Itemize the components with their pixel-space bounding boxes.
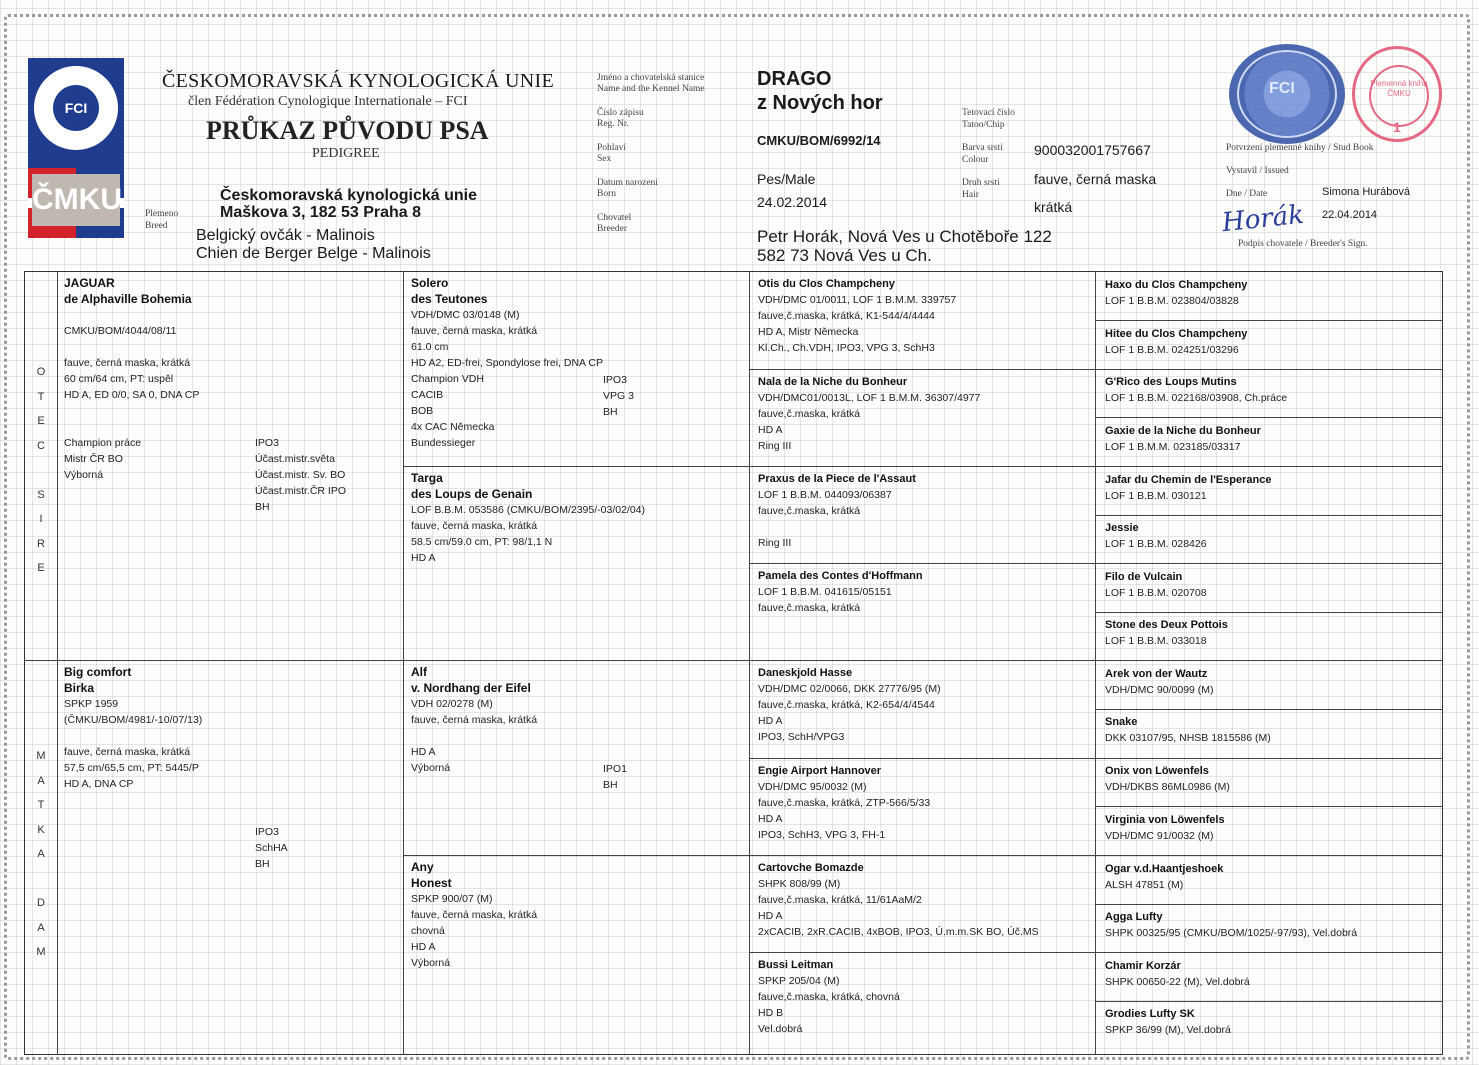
gen3-7-line: SPKP 205/04 (M): [758, 975, 840, 987]
gen4-name: Jessie: [1105, 522, 1139, 534]
label-chip-en: Tatoo/Chip: [962, 120, 1005, 130]
gen2-kennel: des Loups de Genain: [411, 486, 533, 501]
label-reg-en: Reg. Nr.: [597, 119, 629, 129]
gen4-name: Jafar du Chemin de l'Esperance: [1105, 474, 1272, 486]
gen1-sire-line: fauve, černá maska, krátká: [64, 357, 191, 369]
breeder-signature: Horák: [1220, 199, 1306, 239]
gen4-name: Ogar v.d.Haantjeshoek: [1105, 863, 1224, 875]
gen3-6-line: fauve,č.maska, krátká, 11/61AaM/2: [758, 894, 922, 906]
dog-breeder-2: 582 73 Nová Ves u Ch.: [757, 246, 932, 265]
label-studbook: Potvrzení plemenné knihy / Stud Book: [1226, 143, 1374, 153]
gen4-reg: LOF 1 B.B.M. 028426: [1105, 538, 1207, 550]
gen2-0-title-line: VPG 3: [603, 390, 634, 402]
gen3-5-line: IPO3, SchH3, VPG 3, FH-1: [758, 829, 886, 841]
gen1-sire-title-line: Účast.mistr. Sv. BO: [255, 469, 346, 481]
dog-name: DRAGO: [757, 68, 832, 90]
dog-born: 24.02.2014: [757, 194, 828, 210]
side-label-dam: M A T K A D A M: [36, 750, 46, 958]
gen3-6-line: 2xCACIB, 2xR.CACIB, 4xBOB, IPO3, Ú.m.m.SK BO, Úč.MS: [758, 926, 1039, 938]
gen1-dam-name: Big comfort: [64, 665, 132, 679]
gen4-3: [1105, 423, 1435, 455]
gen2-3-line: fauve, černá maska, krátká: [411, 909, 538, 921]
gen3-name: Pamela des Contes d'Hoffmann: [758, 570, 923, 582]
label-born-cz: Datum narození: [597, 178, 658, 188]
gen3-0-line: fauve,č.maska, krátká, K1-544/4/4444: [758, 310, 935, 322]
label-sex-en: Sex: [597, 154, 612, 164]
gen1-sire-title-line: IPO3: [255, 437, 279, 449]
gen2-0: [411, 276, 741, 451]
gen3-1-line: Ring III: [758, 440, 792, 452]
doc-subtitle: PEDIGREE: [312, 146, 380, 161]
gen3-4-line: HD A: [758, 715, 783, 727]
cmku-logo-text: ČMKU: [32, 174, 120, 226]
gen2-1-line: LOF B.B.M. 053586 (CMKU/BOM/2395/-03/02/04): [411, 504, 646, 516]
gen2-2-line: Výborná: [411, 762, 451, 774]
dog-sex: Pes/Male: [757, 171, 816, 187]
gen3-2-line: fauve,č.maska, krátká: [758, 505, 861, 517]
gen4-reg: LOF 1 B.M.M. 023185/03317: [1105, 441, 1241, 453]
gen4-reg: DKK 03107/95, NHSB 1815586 (M): [1105, 732, 1271, 744]
gen2-0-title-line: IPO3: [603, 374, 627, 386]
gen1-sire-line: CMKU/BOM/4044/08/11: [64, 325, 177, 337]
gen3-7-line: Vel.dobrá: [758, 1023, 803, 1035]
gen3-2: [758, 471, 1088, 551]
dog-chip: 900032001757667: [1034, 142, 1151, 158]
gen2-name: Any: [411, 860, 434, 874]
label-breeder-en: Breeder: [597, 224, 628, 234]
gen1-dam-line: [64, 728, 394, 744]
gen4-name: Virginia von Löwenfels: [1105, 814, 1225, 826]
gen4-1: [1105, 326, 1435, 358]
label-signature: Podpis chovatele / Breeder's Sign.: [1238, 239, 1368, 249]
gen3-6: [758, 860, 1088, 940]
gen3-5: [758, 763, 1088, 843]
gen3-0-line: VDH/DMC 01/0011, LOF 1 B.M.M. 339757: [758, 294, 957, 306]
label-issued: Vystavil / Issued: [1226, 166, 1289, 176]
gen4-reg: LOF 1 B.B.M. 023804/03828: [1105, 295, 1239, 307]
gen2-2-line: HD A: [411, 746, 436, 758]
gen1-dam-kennel: Birka: [64, 680, 95, 695]
gen3-3-line: LOF 1 B.B.M. 041615/05151: [758, 586, 892, 598]
dog-reg: CMKU/BOM/6992/14: [757, 133, 881, 148]
label-born-en: Born: [597, 189, 616, 199]
gen2-0-title-line: BH: [603, 406, 618, 418]
label-name-kennel-en: Name and the Kennel Name: [597, 84, 705, 94]
gen1-sire-line: 60 cm/64 cm, PT: uspěl: [64, 373, 174, 385]
gen3-name: Nala de la Niche du Bonheur: [758, 376, 908, 388]
gen2-kennel: v. Nordhang der Eifel: [411, 680, 531, 695]
gen1-sire-title-line: Účast.mistr.světa: [255, 453, 335, 465]
gen4-reg: LOF 1 B.B.M. 024251/03296: [1105, 344, 1239, 356]
gen2-2-line: fauve, černá maska, krátká: [411, 714, 538, 726]
gen4-name: Haxo du Clos Champcheny: [1105, 279, 1248, 291]
gen2-2-line: VDH 02/0278 (M): [411, 698, 493, 710]
gen4-reg: SHPK 00650-22 (M), Vel.dobrá: [1105, 976, 1250, 988]
gen1-dam-line: (ČMKU/BOM/4981/-10/07/13): [64, 714, 203, 726]
gen2-0-line: Bundessieger: [411, 437, 476, 449]
gen3-4-line: fauve,č.maska, krátká, K2-654/4/4544: [758, 699, 935, 711]
gen4-reg: LOF 1 B.B.M. 030121: [1105, 490, 1207, 502]
gen4-reg: SHPK 00325/95 (CMKU/BOM/1025/-97/93), Vel.dobrá: [1105, 927, 1358, 939]
gen3-4-line: VDH/DMC 02/0066, DKK 27776/95 (M): [758, 683, 941, 695]
gen4-name: Hitee du Clos Champcheny: [1105, 328, 1248, 340]
gen2-2: [411, 665, 741, 776]
gen3-2-line: Ring III: [758, 537, 792, 549]
gen2-2-titles: [603, 761, 723, 793]
label-reg-cz: Číslo zápisu: [597, 108, 644, 118]
gen4-name: Grodies Lufty SK: [1105, 1008, 1195, 1020]
gen4-name: Stone des Deux Pottois: [1105, 619, 1228, 631]
gen1-sire-line: HD A, ED 0/0, SA 0, DNA CP: [64, 389, 200, 401]
gen2-3-line: SPKP 900/07 (M): [411, 893, 493, 905]
doc-title: PRŮKAZ PŮVODU PSA: [206, 116, 489, 145]
gen2-kennel: des Teutones: [411, 291, 488, 306]
gen3-name: Cartovche Bomazde: [758, 862, 864, 874]
gen1-dam-titles: [255, 824, 385, 872]
gen1-sire-line: Mistr ČR BO: [64, 453, 123, 465]
gen3-0: [758, 276, 1088, 356]
gen4-13: [1105, 909, 1435, 941]
gen2-1: [411, 471, 741, 566]
gen4-14: [1105, 958, 1435, 990]
gen3-name: Praxus de la Piece de l'Assaut: [758, 473, 916, 485]
gen3-3: [758, 568, 1088, 616]
gen4-2: [1105, 374, 1435, 406]
gen2-0-line: 61.0 cm: [411, 341, 449, 353]
gen4-5: [1105, 520, 1435, 552]
gen2-1-line: fauve, černá maska, krátká: [411, 520, 538, 532]
gen3-7: [758, 957, 1088, 1037]
gen4-15: [1105, 1006, 1435, 1038]
label-name-kennel-cz: Jméno a chovatelská stanice: [597, 73, 705, 83]
gen4-name: Arek von der Wautz: [1105, 668, 1208, 680]
gen2-0-line: HD A2, ED-frei, Spondylose frei, DNA CP: [411, 357, 603, 369]
gen3-2-line: LOF 1 B.B.M. 044093/06387: [758, 489, 892, 501]
gen4-12: [1105, 861, 1435, 893]
gen2-0-line: Champion VDH: [411, 373, 484, 385]
side-label-sire: O T E C S I R E: [36, 366, 46, 574]
gen2-2-title-line: IPO1: [603, 763, 627, 775]
gen4-name: Filo de Vulcain: [1105, 571, 1183, 583]
breed-value-fr: Chien de Berger Belge - Malinois: [196, 245, 431, 262]
gen4-7: [1105, 617, 1435, 649]
gen1-sire-line: [64, 339, 394, 355]
gen1-sire-titles: [255, 435, 385, 515]
gen2-3-line: chovná: [411, 925, 445, 937]
gen4-name: G'Rico des Loups Mutins: [1105, 376, 1237, 388]
gen1-sire-kennel: de Alphaville Bohemia: [64, 291, 192, 306]
studbook-stamp-text: Plemenná kniha ČMKU: [1370, 79, 1428, 98]
dog-breeder-1: Petr Horák, Nová Ves u Chotěboře 122: [757, 227, 1052, 246]
org-member: člen Fédération Cynologique Internationale – FCI: [188, 94, 468, 109]
gen2-0-line: BOB: [411, 405, 434, 417]
fci-stamp: [1229, 44, 1345, 144]
fci-badge: [34, 66, 118, 150]
breed-label-cz: Plemeno: [145, 209, 179, 219]
gen2-0-line: VDH/DMC 03/0148 (M): [411, 309, 520, 321]
gen2-kennel: Honest: [411, 875, 452, 890]
gen1-dam-line: SPKP 1959: [64, 698, 119, 710]
gen1-sire-line: Výborná: [64, 469, 104, 481]
gen2-1-line: HD A: [411, 552, 436, 564]
gen4-reg: LOF 1 B.B.M. 022168/03908, Ch.práce: [1105, 392, 1288, 404]
gen1-dam-title-line: BH: [255, 858, 270, 870]
dog-colour: fauve, černá maska: [1034, 171, 1157, 187]
gen4-name: Chamir Korzár: [1105, 960, 1181, 972]
label-date: Dne / Date: [1226, 189, 1268, 199]
label-hair-en: Hair: [962, 190, 979, 200]
studbook-stamp: [1352, 46, 1442, 142]
gen4-reg: VDH/DMC 90/0099 (M): [1105, 684, 1214, 696]
fci-stamp-text: FCI: [1269, 80, 1295, 97]
fci-logo-text: FCI: [53, 85, 99, 131]
gen4-name: Gaxie de la Niche du Bonheur: [1105, 425, 1261, 437]
gen1-sire-line: Champion práce: [64, 437, 142, 449]
label-hair-cz: Druh srsti: [962, 178, 1000, 188]
label-colour-en: Colour: [962, 155, 989, 165]
gen4-name: Agga Lufty: [1105, 911, 1163, 923]
org-name: ČESKOMORAVSKÁ KYNOLOGICKÁ UNIE: [162, 70, 554, 92]
gen1-sire-line: [64, 419, 394, 435]
gen3-1-line: fauve,č.maska, krátká: [758, 408, 861, 420]
gen3-1-line: VDH/DMC01/0013L, LOF 1 B.M.M. 36307/4977: [758, 392, 981, 404]
gen3-6-line: HD A: [758, 910, 783, 922]
gen2-0-line: 4x CAC Německa: [411, 421, 495, 433]
gen2-3: [411, 860, 741, 971]
gen3-7-line: HD B: [758, 1007, 784, 1019]
org-address-2: Maškova 3, 182 53 Praha 8: [220, 204, 422, 221]
gen1-dam-line: HD A, DNA CP: [64, 778, 134, 790]
gen4-reg: LOF 1 B.B.M. 033018: [1105, 635, 1207, 647]
gen3-7-line: fauve,č.maska, krátká, chovná: [758, 991, 900, 1003]
label-breeder-cz: Chovatel: [597, 213, 632, 223]
gen2-name: Alf: [411, 665, 427, 679]
gen1-sire-line: [64, 403, 394, 419]
gen3-2-line: [758, 519, 1088, 535]
issue-date: 22.04.2014: [1322, 209, 1378, 221]
gen2-name: Targa: [411, 471, 443, 485]
gen3-3-line: fauve,č.maska, krátká: [758, 602, 861, 614]
gen4-9: [1105, 714, 1435, 746]
gen4-11: [1105, 812, 1435, 844]
label-chip-cz: Tetovací číslo: [962, 108, 1015, 118]
gen3-name: Daneskjold Hasse: [758, 667, 853, 679]
gen3-5-line: VDH/DMC 95/0032 (M): [758, 781, 867, 793]
gen3-name: Bussi Leitman: [758, 959, 834, 971]
gen1-sire-title-line: Účast.mistr.ČR IPO: [255, 485, 347, 497]
gen2-2-line: [411, 728, 741, 744]
gen1-sire-line: [64, 307, 394, 323]
gen1-dam-line: 57,5 cm/65,5 cm, PT: 5445/P: [64, 762, 199, 774]
gen3-0-line: Kl.Ch., Ch.VDH, IPO3, VPG 3, SchH3: [758, 342, 935, 354]
gen3-5-line: fauve,č.maska, krátká, ZTP-566/5/33: [758, 797, 931, 809]
gen4-reg: ALSH 47851 (M): [1105, 879, 1184, 891]
gen4-0: [1105, 277, 1435, 309]
gen2-1-line: 58.5 cm/59.0 cm, PT: 98/1,1 N: [411, 536, 553, 548]
studbook-stamp-number: 1: [1393, 119, 1401, 135]
gen4-name: Onix von Löwenfels: [1105, 765, 1209, 777]
gen3-1: [758, 374, 1088, 454]
breed-label-en: Breed: [145, 221, 168, 231]
gen3-0-line: HD A, Mistr Německa: [758, 326, 859, 338]
dog-hair: krátká: [1034, 199, 1073, 215]
gen1-dam-line: fauve, černá maska, krátká: [64, 746, 191, 758]
gen2-3-line: Výborná: [411, 957, 451, 969]
gen4-4: [1105, 472, 1435, 504]
gen3-name: Engie Airport Hannover: [758, 765, 882, 777]
issuer-name: Simona Hurábová: [1322, 186, 1411, 198]
label-sex-cz: Pohlaví: [597, 143, 627, 153]
gen4-reg: SPKP 36/99 (M), Vel.dobrá: [1105, 1024, 1231, 1036]
gen4-6: [1105, 569, 1435, 601]
gen3-4: [758, 665, 1088, 745]
gen3-4-line: IPO3, SchH/VPG3: [758, 731, 845, 743]
label-colour-cz: Barva srsti: [962, 143, 1003, 153]
gen4-8: [1105, 666, 1435, 698]
gen3-6-line: SHPK 808/99 (M): [758, 878, 841, 890]
dog-kennel: z Nových hor: [757, 92, 883, 114]
gen2-3-line: HD A: [411, 941, 436, 953]
gen2-2-title-line: BH: [603, 779, 618, 791]
gen3-name: Otis du Clos Champcheny: [758, 278, 895, 290]
gen1-dam-title-line: IPO3: [255, 826, 279, 838]
gen4-reg: VDH/DKBS 86ML0986 (M): [1105, 781, 1230, 793]
gen3-5-line: HD A: [758, 813, 783, 825]
gen2-0-line: CACIB: [411, 389, 444, 401]
gen4-reg: VDH/DMC 91/0032 (M): [1105, 830, 1214, 842]
gen2-name: Solero: [411, 276, 449, 290]
fci-cmku-logo: [28, 58, 124, 238]
gen1-dam-title-line: SchHA: [255, 842, 288, 854]
gen4-reg: LOF 1 B.B.M. 020708: [1105, 587, 1207, 599]
gen1-sire-name: JAGUAR: [64, 276, 115, 290]
gen2-0-titles: [603, 372, 723, 420]
gen4-name: Snake: [1105, 716, 1138, 728]
gen3-1-line: HD A: [758, 424, 783, 436]
gen1-dam: [64, 665, 394, 792]
gen1-sire-title-line: BH: [255, 501, 270, 513]
gen4-10: [1105, 763, 1435, 795]
org-address-1: Českomoravská kynologická unie: [220, 187, 477, 204]
breed-value-cz: Belgický ovčák - Malinois: [196, 227, 375, 244]
gen2-0-line: fauve, černá maska, krátká: [411, 325, 538, 337]
